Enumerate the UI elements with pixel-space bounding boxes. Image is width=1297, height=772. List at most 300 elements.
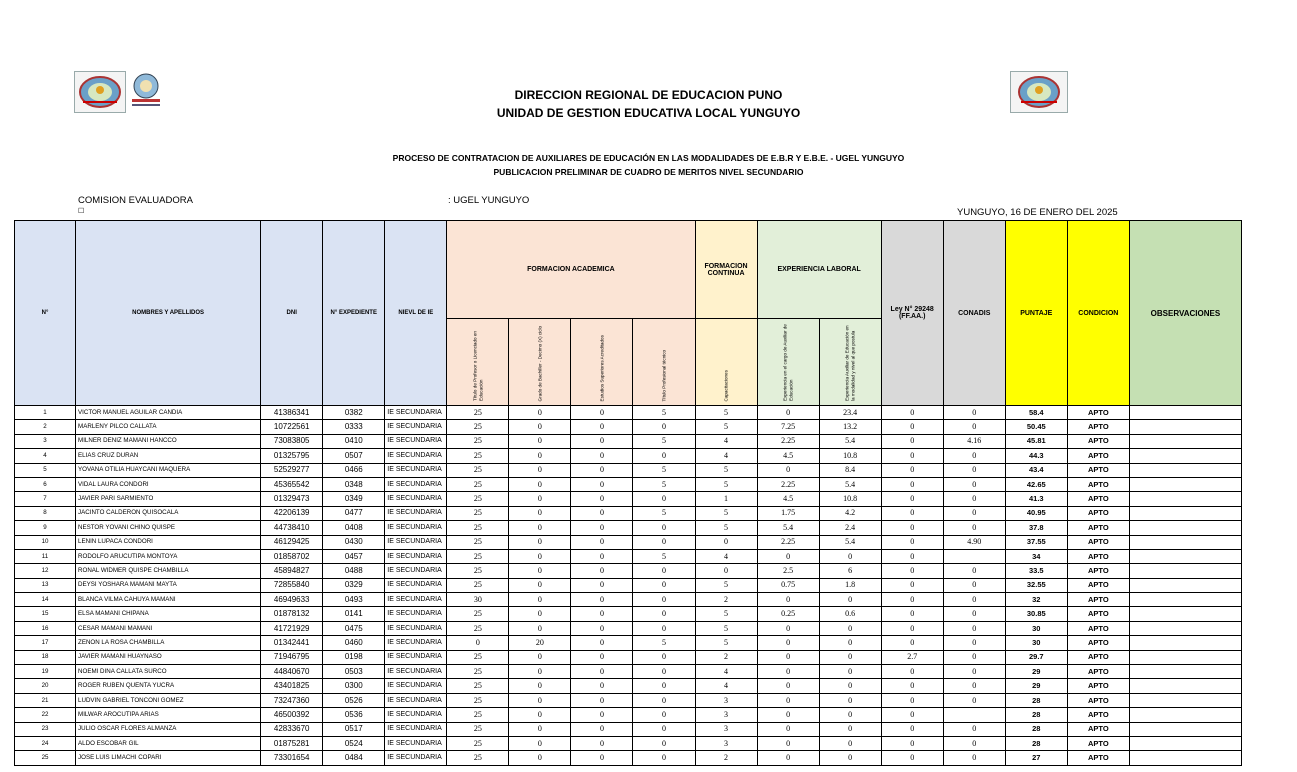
cell-con: 0 <box>943 449 1005 463</box>
cell-fc: 0 <box>695 564 757 578</box>
cell-tot: 43.4 <box>1005 463 1067 477</box>
cell-fa3: 0 <box>571 665 633 679</box>
cell-dni: 73083805 <box>261 434 323 448</box>
cell-fa3: 0 <box>571 736 633 750</box>
cell-fa2: 0 <box>509 564 571 578</box>
cell-niv: IE SECUNDARIA <box>385 549 447 563</box>
cell-fa1: 25 <box>447 679 509 693</box>
table-row <box>15 708 1242 722</box>
cell-exp: 0333 <box>323 420 385 434</box>
cell-name: VIDAL LAURA CONDORI <box>76 477 261 491</box>
cell-fa3: 0 <box>571 463 633 477</box>
cell-niv: IE SECUNDARIA <box>385 434 447 448</box>
cell-fa3: 0 <box>571 751 633 765</box>
cell-name: ZENON LA ROSA CHAMBILLA <box>76 636 261 650</box>
cell-niv: IE SECUNDARIA <box>385 506 447 520</box>
cell-dni: 46129425 <box>261 535 323 549</box>
cell-tot: 28 <box>1005 722 1067 736</box>
cell-exp: 0348 <box>323 477 385 491</box>
cell-obs <box>1129 449 1241 463</box>
table-row <box>15 477 1242 491</box>
cell-niv: IE SECUNDARIA <box>385 722 447 736</box>
cell-fa4: 0 <box>633 665 695 679</box>
cell-el2: 1.8 <box>819 578 881 592</box>
table-row <box>15 650 1242 664</box>
cell-con <box>943 549 1005 563</box>
cell-el2: 0.6 <box>819 607 881 621</box>
cell-ley: 0 <box>881 751 943 765</box>
cell-ley: 0 <box>881 708 943 722</box>
cell-num: 7 <box>15 492 76 506</box>
cell-fa4: 0 <box>633 736 695 750</box>
cell-obs <box>1129 607 1241 621</box>
cell-fc: 5 <box>695 506 757 520</box>
table-row <box>15 564 1242 578</box>
table-row <box>15 665 1242 679</box>
cell-con: 4.16 <box>943 434 1005 448</box>
cell-fa1: 25 <box>447 621 509 635</box>
cell-num: 16 <box>15 621 76 635</box>
cell-fa2: 20 <box>509 636 571 650</box>
cell-fa4: 5 <box>633 636 695 650</box>
col-formacion-continua: FORMACION CONTINUA <box>695 221 757 319</box>
cell-el1: 2.5 <box>757 564 819 578</box>
cell-ley: 0 <box>881 434 943 448</box>
subcol-titulo-tecnico: Título Profesional técnico <box>633 319 695 406</box>
table-row <box>15 593 1242 607</box>
cell-fc: 4 <box>695 679 757 693</box>
cell-el2: 0 <box>819 736 881 750</box>
cell-name: JAVIER PARI SARMIENTO <box>76 492 261 506</box>
cell-obs <box>1129 708 1241 722</box>
cell-tot: 29 <box>1005 679 1067 693</box>
cell-cond: APTO <box>1067 650 1129 664</box>
cell-dni: 46949633 <box>261 593 323 607</box>
cell-el2: 8.4 <box>819 463 881 477</box>
cell-num: 12 <box>15 564 76 578</box>
cell-tot: 27 <box>1005 751 1067 765</box>
table-row <box>15 636 1242 650</box>
cell-fc: 5 <box>695 621 757 635</box>
cell-el2: 0 <box>819 549 881 563</box>
cell-fa1: 30 <box>447 593 509 607</box>
cell-exp: 0503 <box>323 665 385 679</box>
cell-cond: APTO <box>1067 521 1129 535</box>
cell-ley: 0 <box>881 463 943 477</box>
table-row <box>15 693 1242 707</box>
cell-cond: APTO <box>1067 636 1129 650</box>
cell-fa2: 0 <box>509 736 571 750</box>
cell-name: LUDVIN GABRIEL TONCONI GOMEZ <box>76 693 261 707</box>
cell-fa2: 0 <box>509 650 571 664</box>
cell-num: 22 <box>15 708 76 722</box>
cell-name: NESTOR YOVANI CHINO QUISPE <box>76 521 261 535</box>
cell-dni: 45365542 <box>261 477 323 491</box>
cell-fc: 3 <box>695 708 757 722</box>
date-label: YUNGUYO, 16 DE ENERO DEL 2025 <box>957 207 1118 218</box>
cell-fa4: 5 <box>633 406 695 420</box>
cell-num: 24 <box>15 736 76 750</box>
cell-niv: IE SECUNDARIA <box>385 492 447 506</box>
cell-fa4: 0 <box>633 679 695 693</box>
table-row <box>15 434 1242 448</box>
cell-tot: 37.8 <box>1005 521 1067 535</box>
cell-cond: APTO <box>1067 679 1129 693</box>
cell-fa2: 0 <box>509 621 571 635</box>
cell-fa3: 0 <box>571 593 633 607</box>
cell-con: 0 <box>943 636 1005 650</box>
cell-el2: 6 <box>819 564 881 578</box>
cell-exp: 0466 <box>323 463 385 477</box>
cell-tot: 34 <box>1005 549 1067 563</box>
cell-fc: 5 <box>695 406 757 420</box>
cell-el1: 0 <box>757 463 819 477</box>
col-experiencia-laboral: EXPERIENCIA LABORAL <box>757 221 881 319</box>
cell-exp: 0488 <box>323 564 385 578</box>
cell-fa2: 0 <box>509 751 571 765</box>
cell-name: LENIN LUPACA CONDORI <box>76 535 261 549</box>
cell-ley: 0 <box>881 564 943 578</box>
cell-ley: 0 <box>881 607 943 621</box>
cell-el2: 13.2 <box>819 420 881 434</box>
cell-num: 19 <box>15 665 76 679</box>
cell-el1: 0 <box>757 549 819 563</box>
cell-fa3: 0 <box>571 506 633 520</box>
cell-fa2: 0 <box>509 406 571 420</box>
cell-niv: IE SECUNDARIA <box>385 679 447 693</box>
cell-con: 0 <box>943 693 1005 707</box>
cell-con: 0 <box>943 477 1005 491</box>
cell-el1: 0 <box>757 679 819 693</box>
cell-con: 0 <box>943 650 1005 664</box>
cell-num: 3 <box>15 434 76 448</box>
cell-tot: 45.81 <box>1005 434 1067 448</box>
cell-tot: 58.4 <box>1005 406 1067 420</box>
cell-fa3: 0 <box>571 578 633 592</box>
cell-fa1: 25 <box>447 607 509 621</box>
cell-exp: 0198 <box>323 650 385 664</box>
cell-el1: 0.75 <box>757 578 819 592</box>
cell-fa4: 0 <box>633 449 695 463</box>
table-row <box>15 679 1242 693</box>
cell-con: 0 <box>943 621 1005 635</box>
cell-dni: 01858702 <box>261 549 323 563</box>
cell-fa4: 0 <box>633 708 695 722</box>
cell-el2: 0 <box>819 679 881 693</box>
cell-el1: 2.25 <box>757 535 819 549</box>
cell-fc: 4 <box>695 434 757 448</box>
cell-tot: 28 <box>1005 736 1067 750</box>
cell-el1: 2.25 <box>757 434 819 448</box>
merit-table <box>14 220 1242 766</box>
cell-fc: 5 <box>695 607 757 621</box>
cell-fc: 2 <box>695 650 757 664</box>
cell-con: 0 <box>943 665 1005 679</box>
cell-cond: APTO <box>1067 693 1129 707</box>
cell-exp: 0141 <box>323 607 385 621</box>
cell-con: 0 <box>943 679 1005 693</box>
cell-exp: 0349 <box>323 492 385 506</box>
cell-niv: IE SECUNDARIA <box>385 463 447 477</box>
cell-el1: 0.25 <box>757 607 819 621</box>
cell-fc: 4 <box>695 549 757 563</box>
cell-fa4: 0 <box>633 621 695 635</box>
table-row <box>15 492 1242 506</box>
cell-fa1: 25 <box>447 535 509 549</box>
comision-mark: ☐ <box>78 208 85 215</box>
cell-obs <box>1129 636 1241 650</box>
cell-obs <box>1129 693 1241 707</box>
cell-cond: APTO <box>1067 593 1129 607</box>
subcol-experiencia-cargo: Experiencia en el cargo de Auxiliar de Educación <box>757 319 819 406</box>
cell-el1: 7.25 <box>757 420 819 434</box>
cell-exp: 0477 <box>323 506 385 520</box>
cell-fa3: 0 <box>571 434 633 448</box>
cell-dni: 41386341 <box>261 406 323 420</box>
cell-fa1: 25 <box>447 736 509 750</box>
cell-fa4: 0 <box>633 593 695 607</box>
cell-fa4: 0 <box>633 492 695 506</box>
cell-cond: APTO <box>1067 578 1129 592</box>
cell-cond: APTO <box>1067 564 1129 578</box>
cell-cond: APTO <box>1067 477 1129 491</box>
cell-cond: APTO <box>1067 406 1129 420</box>
cell-fa1: 25 <box>447 492 509 506</box>
cell-el2: 5.4 <box>819 477 881 491</box>
cell-fa4: 0 <box>633 578 695 592</box>
cell-name: CESAR MAMANI MAMANI <box>76 621 261 635</box>
cell-el2: 2.4 <box>819 521 881 535</box>
cell-fa1: 25 <box>447 708 509 722</box>
cell-num: 4 <box>15 449 76 463</box>
cell-fa2: 0 <box>509 708 571 722</box>
cell-fa3: 0 <box>571 449 633 463</box>
cell-fa1: 25 <box>447 521 509 535</box>
cell-el2: 0 <box>819 650 881 664</box>
cell-tot: 30.85 <box>1005 607 1067 621</box>
cell-num: 25 <box>15 751 76 765</box>
cell-exp: 0457 <box>323 549 385 563</box>
cell-tot: 30 <box>1005 636 1067 650</box>
cell-fc: 2 <box>695 751 757 765</box>
cell-niv: IE SECUNDARIA <box>385 449 447 463</box>
cell-name: JOSE LUIS LIMACHI COPARI <box>76 751 261 765</box>
cell-fa4: 0 <box>633 535 695 549</box>
cell-num: 15 <box>15 607 76 621</box>
cell-exp: 0493 <box>323 593 385 607</box>
cell-ley: 0 <box>881 535 943 549</box>
cell-tot: 28 <box>1005 708 1067 722</box>
cell-exp: 0484 <box>323 751 385 765</box>
col-expediente: N° EXPEDIENTE <box>323 221 385 406</box>
cell-obs <box>1129 549 1241 563</box>
cell-exp: 0329 <box>323 578 385 592</box>
cell-el2: 23.4 <box>819 406 881 420</box>
ugel-label: : UGEL YUNGUYO <box>448 195 530 206</box>
cell-obs <box>1129 751 1241 765</box>
cell-ley: 0 <box>881 449 943 463</box>
cell-dni: 42833670 <box>261 722 323 736</box>
cell-num: 8 <box>15 506 76 520</box>
cell-con: 0 <box>943 521 1005 535</box>
table-row <box>15 549 1242 563</box>
cell-obs <box>1129 535 1241 549</box>
cell-niv: IE SECUNDARIA <box>385 736 447 750</box>
cell-name: NOEMI DINA CALLATA SURCO <box>76 665 261 679</box>
col-conadis: CONADIS <box>943 221 1005 406</box>
cell-niv: IE SECUNDARIA <box>385 593 447 607</box>
cell-niv: IE SECUNDARIA <box>385 621 447 635</box>
cell-dni: 01342441 <box>261 636 323 650</box>
cell-niv: IE SECUNDARIA <box>385 521 447 535</box>
cell-fa2: 0 <box>509 607 571 621</box>
cell-name: RONAL WIDMER QUISPE CHAMBILLA <box>76 564 261 578</box>
cell-fc: 2 <box>695 593 757 607</box>
cell-fc: 3 <box>695 693 757 707</box>
cell-el2: 0 <box>819 751 881 765</box>
cell-el2: 4.2 <box>819 506 881 520</box>
cell-fa4: 5 <box>633 506 695 520</box>
cell-fa1: 25 <box>447 549 509 563</box>
cell-name: JULIO OSCAR FLORES ALMANZA <box>76 722 261 736</box>
cell-niv: IE SECUNDARIA <box>385 535 447 549</box>
cell-fa3: 0 <box>571 406 633 420</box>
cell-fa3: 0 <box>571 477 633 491</box>
cell-name: JAVIER MAMANI HUAYNASO <box>76 650 261 664</box>
col-observaciones: OBSERVACIONES <box>1129 221 1241 406</box>
cell-fc: 3 <box>695 722 757 736</box>
cell-cond: APTO <box>1067 535 1129 549</box>
cell-con: 4.90 <box>943 535 1005 549</box>
cell-fa2: 0 <box>509 521 571 535</box>
cell-fa2: 0 <box>509 463 571 477</box>
cell-exp: 0517 <box>323 722 385 736</box>
cell-exp: 0536 <box>323 708 385 722</box>
cell-dni: 71946795 <box>261 650 323 664</box>
cell-fa3: 0 <box>571 564 633 578</box>
col-formacion-academica: FORMACION ACADEMICA <box>447 221 695 319</box>
cell-el1: 0 <box>757 636 819 650</box>
cell-el2: 0 <box>819 621 881 635</box>
cell-el1: 2.25 <box>757 477 819 491</box>
cell-fa3: 0 <box>571 549 633 563</box>
cell-fa4: 0 <box>633 607 695 621</box>
cell-name: MILNER DENIZ MAMANI HANCCO <box>76 434 261 448</box>
cell-tot: 41.3 <box>1005 492 1067 506</box>
cell-fa4: 5 <box>633 549 695 563</box>
cell-dni: 10722561 <box>261 420 323 434</box>
table-row <box>15 449 1242 463</box>
cell-name: ELSA MAMANI CHIPANA <box>76 607 261 621</box>
cell-fa2: 0 <box>509 535 571 549</box>
cell-fa1: 25 <box>447 434 509 448</box>
cell-tot: 42.65 <box>1005 477 1067 491</box>
cell-fc: 5 <box>695 420 757 434</box>
cell-con: 0 <box>943 722 1005 736</box>
cell-fa3: 0 <box>571 420 633 434</box>
cell-el2: 0 <box>819 693 881 707</box>
cell-fa3: 0 <box>571 693 633 707</box>
cell-obs <box>1129 434 1241 448</box>
cell-num: 17 <box>15 636 76 650</box>
cell-fa1: 25 <box>447 406 509 420</box>
cell-con: 0 <box>943 578 1005 592</box>
cell-cond: APTO <box>1067 434 1129 448</box>
cell-niv: IE SECUNDARIA <box>385 665 447 679</box>
cell-el2: 0 <box>819 636 881 650</box>
cell-dni: 01875281 <box>261 736 323 750</box>
cell-dni: 52529277 <box>261 463 323 477</box>
subcol-estudios-superiores: Estudios Superiores Acreditados <box>571 319 633 406</box>
cell-fc: 4 <box>695 449 757 463</box>
cell-ley: 0 <box>881 621 943 635</box>
cell-fc: 3 <box>695 736 757 750</box>
cell-exp: 0507 <box>323 449 385 463</box>
cell-el1: 4.5 <box>757 492 819 506</box>
cell-fc: 5 <box>695 463 757 477</box>
cell-name: YOVANA OTILIA HUAYCANI MAQUERA <box>76 463 261 477</box>
cell-niv: IE SECUNDARIA <box>385 420 447 434</box>
cell-dni: 72855840 <box>261 578 323 592</box>
col-num: N° <box>15 221 76 406</box>
cell-fa3: 0 <box>571 708 633 722</box>
cell-ley: 0 <box>881 549 943 563</box>
cell-fa1: 25 <box>447 420 509 434</box>
cell-fa4: 0 <box>633 521 695 535</box>
cell-name: ALDO ESCOBAR GIL <box>76 736 261 750</box>
cell-el1: 0 <box>757 650 819 664</box>
document-subtitle: UNIDAD DE GESTION EDUCATIVA LOCAL YUNGUYO <box>496 106 801 120</box>
cell-exp: 0430 <box>323 535 385 549</box>
cell-con: 0 <box>943 593 1005 607</box>
cell-fa1: 25 <box>447 665 509 679</box>
cell-fa1: 25 <box>447 578 509 592</box>
cell-fa4: 0 <box>633 722 695 736</box>
cell-el2: 5.4 <box>819 535 881 549</box>
cell-con: 0 <box>943 492 1005 506</box>
cell-dni: 01325795 <box>261 449 323 463</box>
cell-fa3: 0 <box>571 607 633 621</box>
cell-obs <box>1129 420 1241 434</box>
cell-fa4: 5 <box>633 463 695 477</box>
cell-obs <box>1129 477 1241 491</box>
publication-title: PUBLICACION PRELIMINAR DE CUADRO DE MERITOS NIVEL SECUNDARIO <box>493 167 804 177</box>
cell-tot: 32.55 <box>1005 578 1067 592</box>
cell-fa1: 25 <box>447 693 509 707</box>
cell-con: 0 <box>943 463 1005 477</box>
cell-name: JACINTO CALDERON QUISOCALA <box>76 506 261 520</box>
table-row <box>15 521 1242 535</box>
cell-fa2: 0 <box>509 549 571 563</box>
table-row <box>15 722 1242 736</box>
cell-fc: 5 <box>695 636 757 650</box>
cell-exp: 0524 <box>323 736 385 750</box>
cell-cond: APTO <box>1067 549 1129 563</box>
cell-con: 0 <box>943 607 1005 621</box>
cell-obs <box>1129 564 1241 578</box>
cell-fa3: 0 <box>571 650 633 664</box>
cell-num: 2 <box>15 420 76 434</box>
cell-el1: 0 <box>757 406 819 420</box>
cell-fa2: 0 <box>509 722 571 736</box>
table-row <box>15 535 1242 549</box>
cell-ley: 0 <box>881 679 943 693</box>
cell-el2: 0 <box>819 593 881 607</box>
cell-niv: IE SECUNDARIA <box>385 477 447 491</box>
cell-cond: APTO <box>1067 708 1129 722</box>
cell-fa1: 25 <box>447 564 509 578</box>
cell-ley: 0 <box>881 506 943 520</box>
